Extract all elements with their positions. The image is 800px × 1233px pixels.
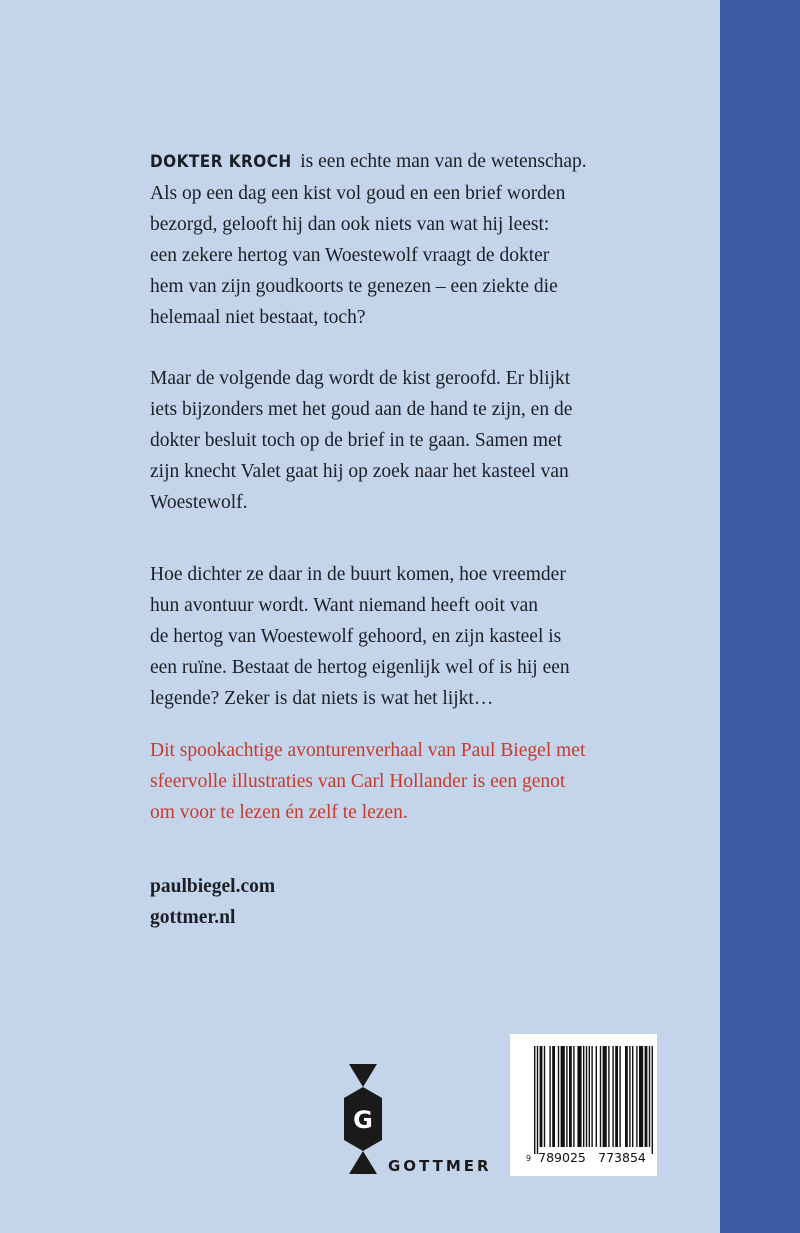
author-website: paulbiegel.com: [150, 876, 276, 897]
isbn-barcode: [510, 1034, 657, 1176]
text-line: hun avontuur wordt. Want niemand heeft ooit van: [150, 595, 538, 616]
text-line: hem van zijn goudkoorts te genezen – een ziekte die: [150, 276, 558, 297]
barcode-bar: [603, 1046, 607, 1147]
barcode-digits-left: 789025: [538, 1150, 586, 1165]
text-line: legende? Zeker is dat niets is wat het lijkt…: [150, 688, 494, 709]
barcode-digits-right: 773854: [598, 1150, 646, 1165]
barcode-bar: [552, 1046, 555, 1147]
barcode-bar: [573, 1046, 574, 1147]
barcode-bar: [596, 1046, 597, 1147]
barcode-bar: [561, 1046, 565, 1147]
text-line: Dit spookachtige avonturenverhaal van Paul Biegel met: [150, 740, 586, 761]
second-paragraph: [150, 363, 572, 518]
barcode-bar: [569, 1046, 572, 1147]
text-line: helemaal niet bestaat, toch?: [150, 307, 366, 328]
barcode-bar: [652, 1046, 653, 1154]
barcode-bar: [558, 1046, 559, 1147]
title-lead: DOKTER KROCH: [150, 152, 292, 172]
barcode-bar: [612, 1046, 613, 1147]
barcode-bar: [537, 1046, 538, 1154]
barcode-bar: [583, 1046, 584, 1147]
barcode-bar: [600, 1046, 601, 1147]
text-line: de hertog van Woestewolf gehoord, en zijn kasteel is: [150, 626, 562, 647]
text-line: Hoe dichter ze daar in de buurt komen, hoe vreemder: [150, 564, 566, 585]
text-line: sfeervolle illustraties van Carl Hollander is een genot: [150, 771, 566, 792]
text-line: iets bijzonders met het goud aan de hand te zijn, en de: [150, 399, 573, 420]
barcode-bar: [639, 1046, 643, 1147]
barcode-bars: [510, 1034, 657, 1176]
barcode-bar: [540, 1046, 543, 1147]
text-line: bezorgd, gelooft hij dan ook niets van wat hij leest:: [150, 214, 550, 235]
barcode-bar: [534, 1046, 535, 1154]
text-line: een zekere hertog van Woestewolf vraagt de dokter: [150, 245, 550, 266]
text-line: een ruïne. Bestaat de hertog eigenlijk wel of is hij een: [150, 657, 570, 678]
text-line: is een echte man van de wetenschap.: [295, 151, 587, 172]
text-line: zijn knecht Valet gaat hij op zoek naar het kasteel van: [150, 461, 569, 482]
text-line: om voor te lezen én zelf te lezen.: [150, 802, 408, 823]
logo-letter: G: [353, 1106, 373, 1134]
promo-paragraph: [150, 735, 585, 828]
third-paragraph: [150, 559, 570, 714]
publisher-name: GOTTMER: [388, 1157, 492, 1175]
gottmer-logo-icon: [340, 1062, 386, 1178]
barcode-bar: [649, 1046, 650, 1147]
barcode-bar: [589, 1046, 590, 1147]
text-line: Maar de volgende dag wordt de kist geroofd. Er blijkt: [150, 368, 571, 389]
barcode-bar: [636, 1046, 637, 1147]
book-spine: [720, 0, 800, 1233]
text-line: Woestewolf.: [150, 492, 248, 513]
text-line: Als op een dag een kist vol goud en een brief worden: [150, 183, 566, 204]
text-line: dokter besluit toch op de brief in te gaan. Samen met: [150, 430, 563, 451]
barcode-bar: [591, 1046, 592, 1147]
barcode-bar: [619, 1046, 620, 1147]
barcode-bar: [645, 1046, 648, 1147]
publisher-website: gottmer.nl: [150, 907, 236, 928]
barcode-bar: [625, 1046, 628, 1147]
barcode-bar: [608, 1046, 609, 1147]
barcode-bar: [577, 1046, 581, 1147]
barcode-prefix: 9: [526, 1154, 532, 1163]
websites: [150, 871, 275, 933]
barcode-bar: [586, 1046, 587, 1147]
barcode-bar: [615, 1046, 618, 1147]
barcode-bar: [549, 1046, 550, 1147]
barcode-bar: [544, 1046, 545, 1147]
barcode-bar: [629, 1046, 630, 1147]
barcode-bar: [566, 1046, 567, 1147]
barcode-bar: [632, 1046, 633, 1147]
intro-paragraph: [150, 146, 587, 333]
